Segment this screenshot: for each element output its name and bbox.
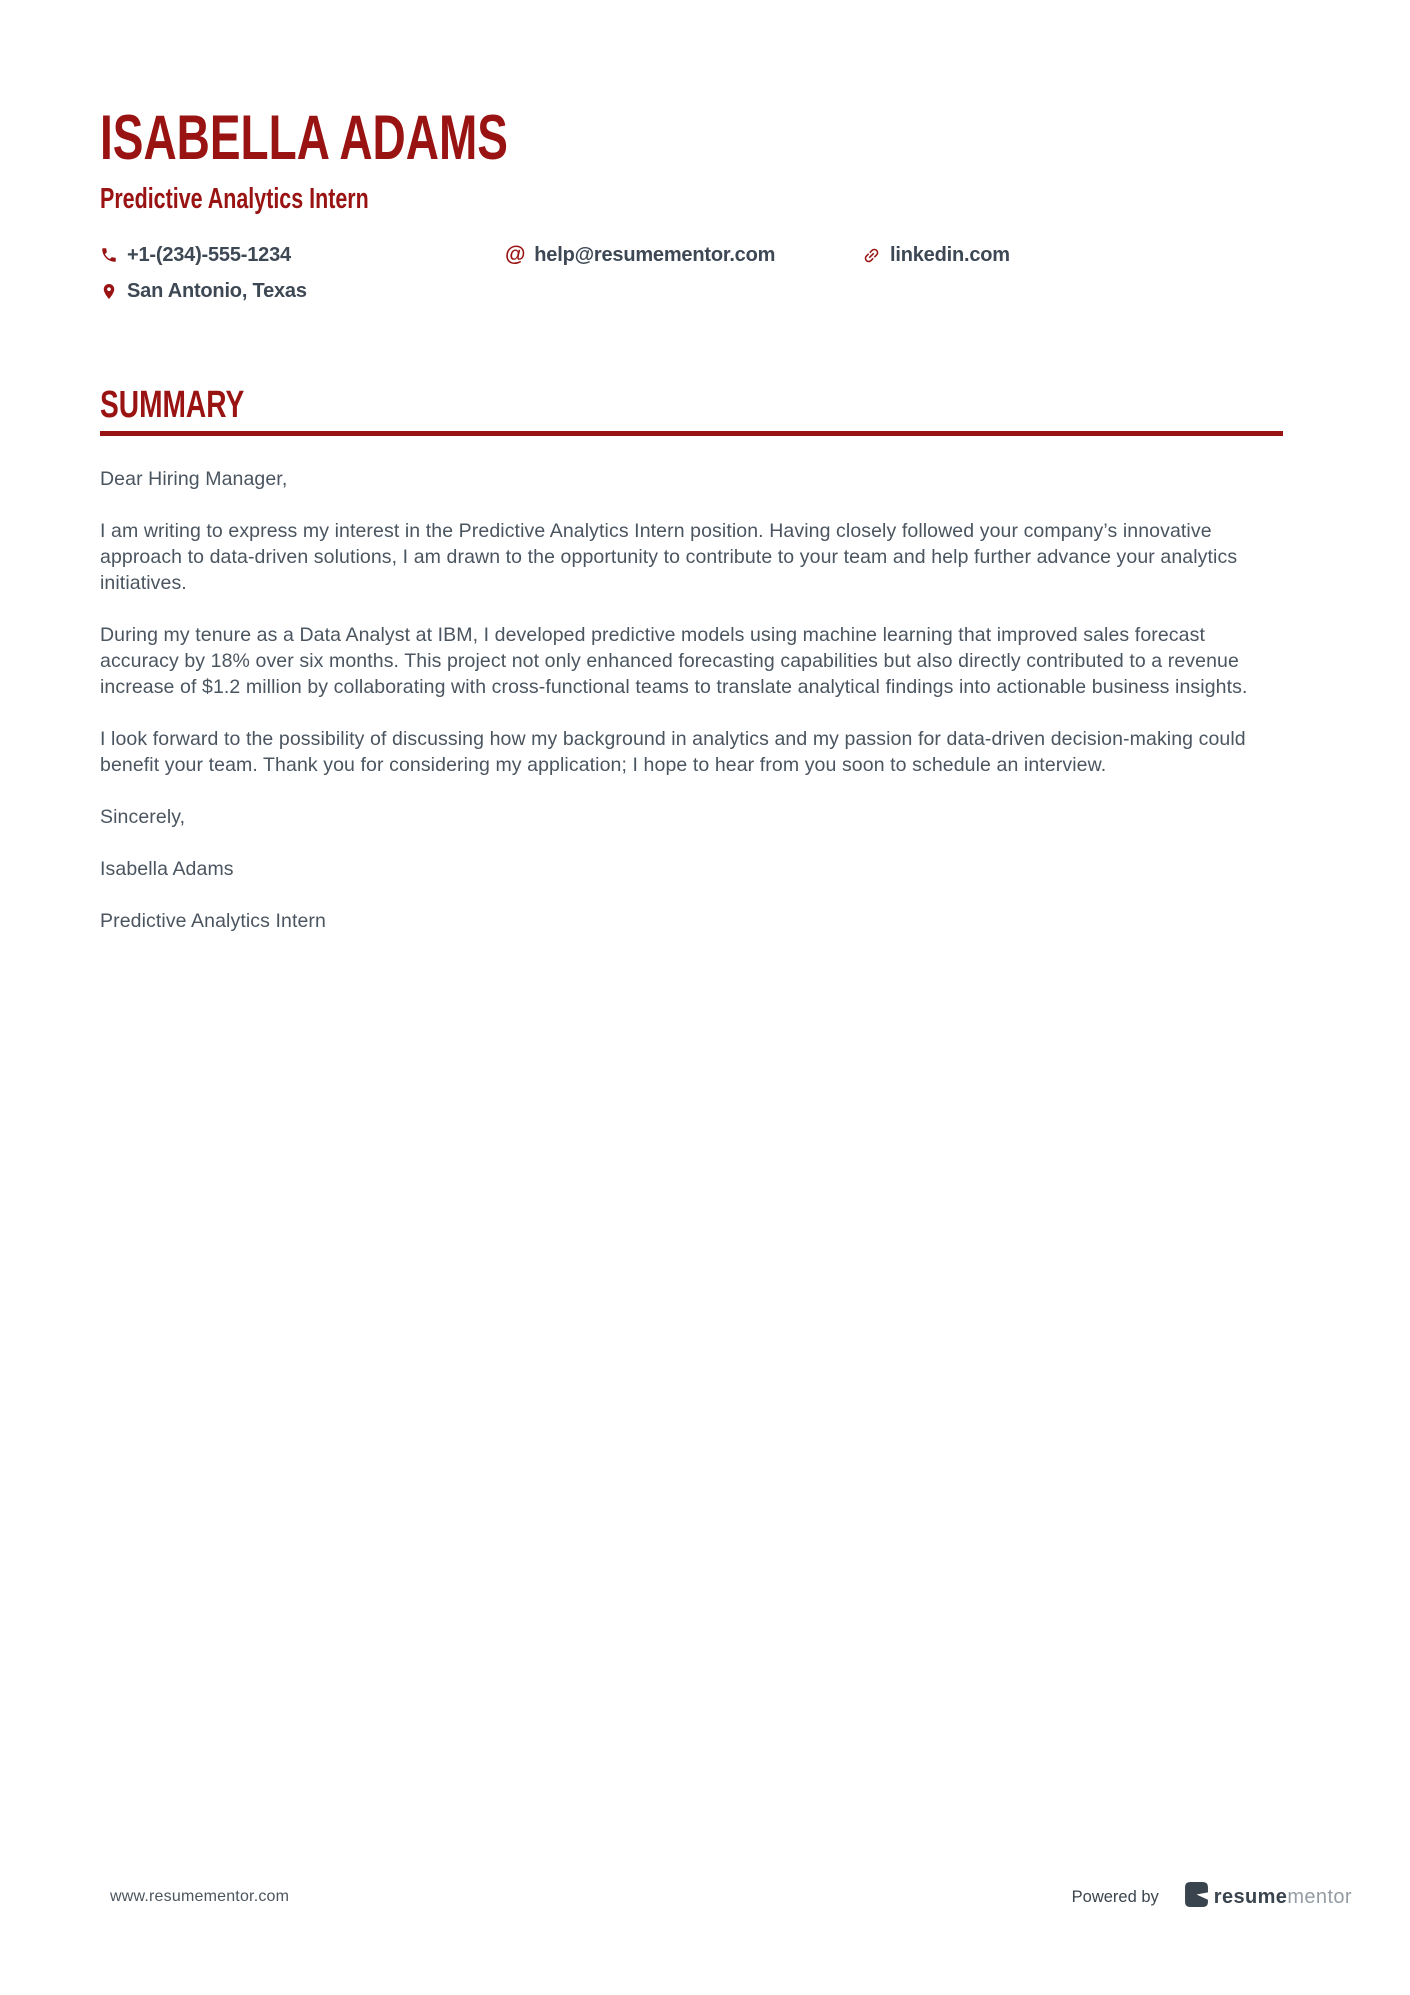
- section-heading: SUMMARY: [100, 384, 245, 426]
- letter-body: [100, 466, 1283, 934]
- closing: Sincerely,: [100, 806, 186, 828]
- header: [100, 0, 1283, 304]
- powered-by-label: Powered by: [1071, 1887, 1159, 1906]
- brand-logo[interactable]: [1185, 1882, 1352, 1912]
- phone-icon: [100, 246, 118, 264]
- contact-email-value[interactable]: help@resumementor.com: [534, 244, 776, 266]
- brand-wordmark-mentor: mentor: [1287, 1885, 1352, 1908]
- signature-name: Isabella Adams: [100, 858, 234, 880]
- location-pin-icon: [100, 282, 118, 301]
- link-icon: [858, 242, 885, 269]
- page-content: [100, 0, 1283, 934]
- letter-paragraph: I look forward to the possibility of discussing how my background in analytics and my passion for data-driven decision-making could benefit your team. Thank you for considering my application; I hope to hear from you soon to schedule an interview.: [100, 728, 1246, 776]
- at-icon: @: [505, 243, 526, 266]
- contact-phone: [100, 242, 505, 268]
- brand-wordmark-resume: resume: [1213, 1885, 1288, 1908]
- page-footer: [110, 1882, 1352, 1912]
- section-heading-rule: [100, 385, 1283, 436]
- contact-info: [100, 242, 1283, 304]
- contact-location-value: San Antonio, Texas: [127, 280, 307, 302]
- salutation: Dear Hiring Manager,: [100, 468, 288, 490]
- powered-by-block: [1072, 1882, 1352, 1912]
- contact-location: [100, 278, 505, 304]
- letter-paragraph: I am writing to express my interest in the Predictive Analytics Intern position. Having closely followed your company’s innovative approach to data-driven solutions, I am drawn to the opportunity to contribute to your team and help further advance your analytics initiatives.: [100, 520, 1238, 594]
- brand-logo-icon: [1185, 1882, 1208, 1912]
- contact-email[interactable]: [505, 242, 862, 268]
- summary-section: [100, 385, 1283, 934]
- contact-linkedin-value[interactable]: linkedin.com: [890, 244, 1010, 266]
- candidate-name: ISABELLA ADAMS: [100, 103, 508, 173]
- signature-title: Predictive Analytics Intern: [100, 910, 326, 932]
- brand-wordmark: [1214, 1886, 1352, 1909]
- contact-linkedin[interactable]: [862, 242, 1283, 268]
- contact-phone-value: +1-(234)-555-1234: [127, 244, 291, 266]
- candidate-job-title: Predictive Analytics Intern: [100, 183, 369, 215]
- letter-paragraph: During my tenure as a Data Analyst at IBM, I developed predictive models using machine learning that improved sales forecast accuracy by 18% over six months. This project not only enhanced forecasting capabilities but also directly contributed to a revenue increase of $1.2 million by collaborating with cross-functional teams to translate analytical findings into actionable business insights.: [100, 624, 1248, 698]
- footer-website-link[interactable]: www.resumementor.com: [110, 1888, 290, 1905]
